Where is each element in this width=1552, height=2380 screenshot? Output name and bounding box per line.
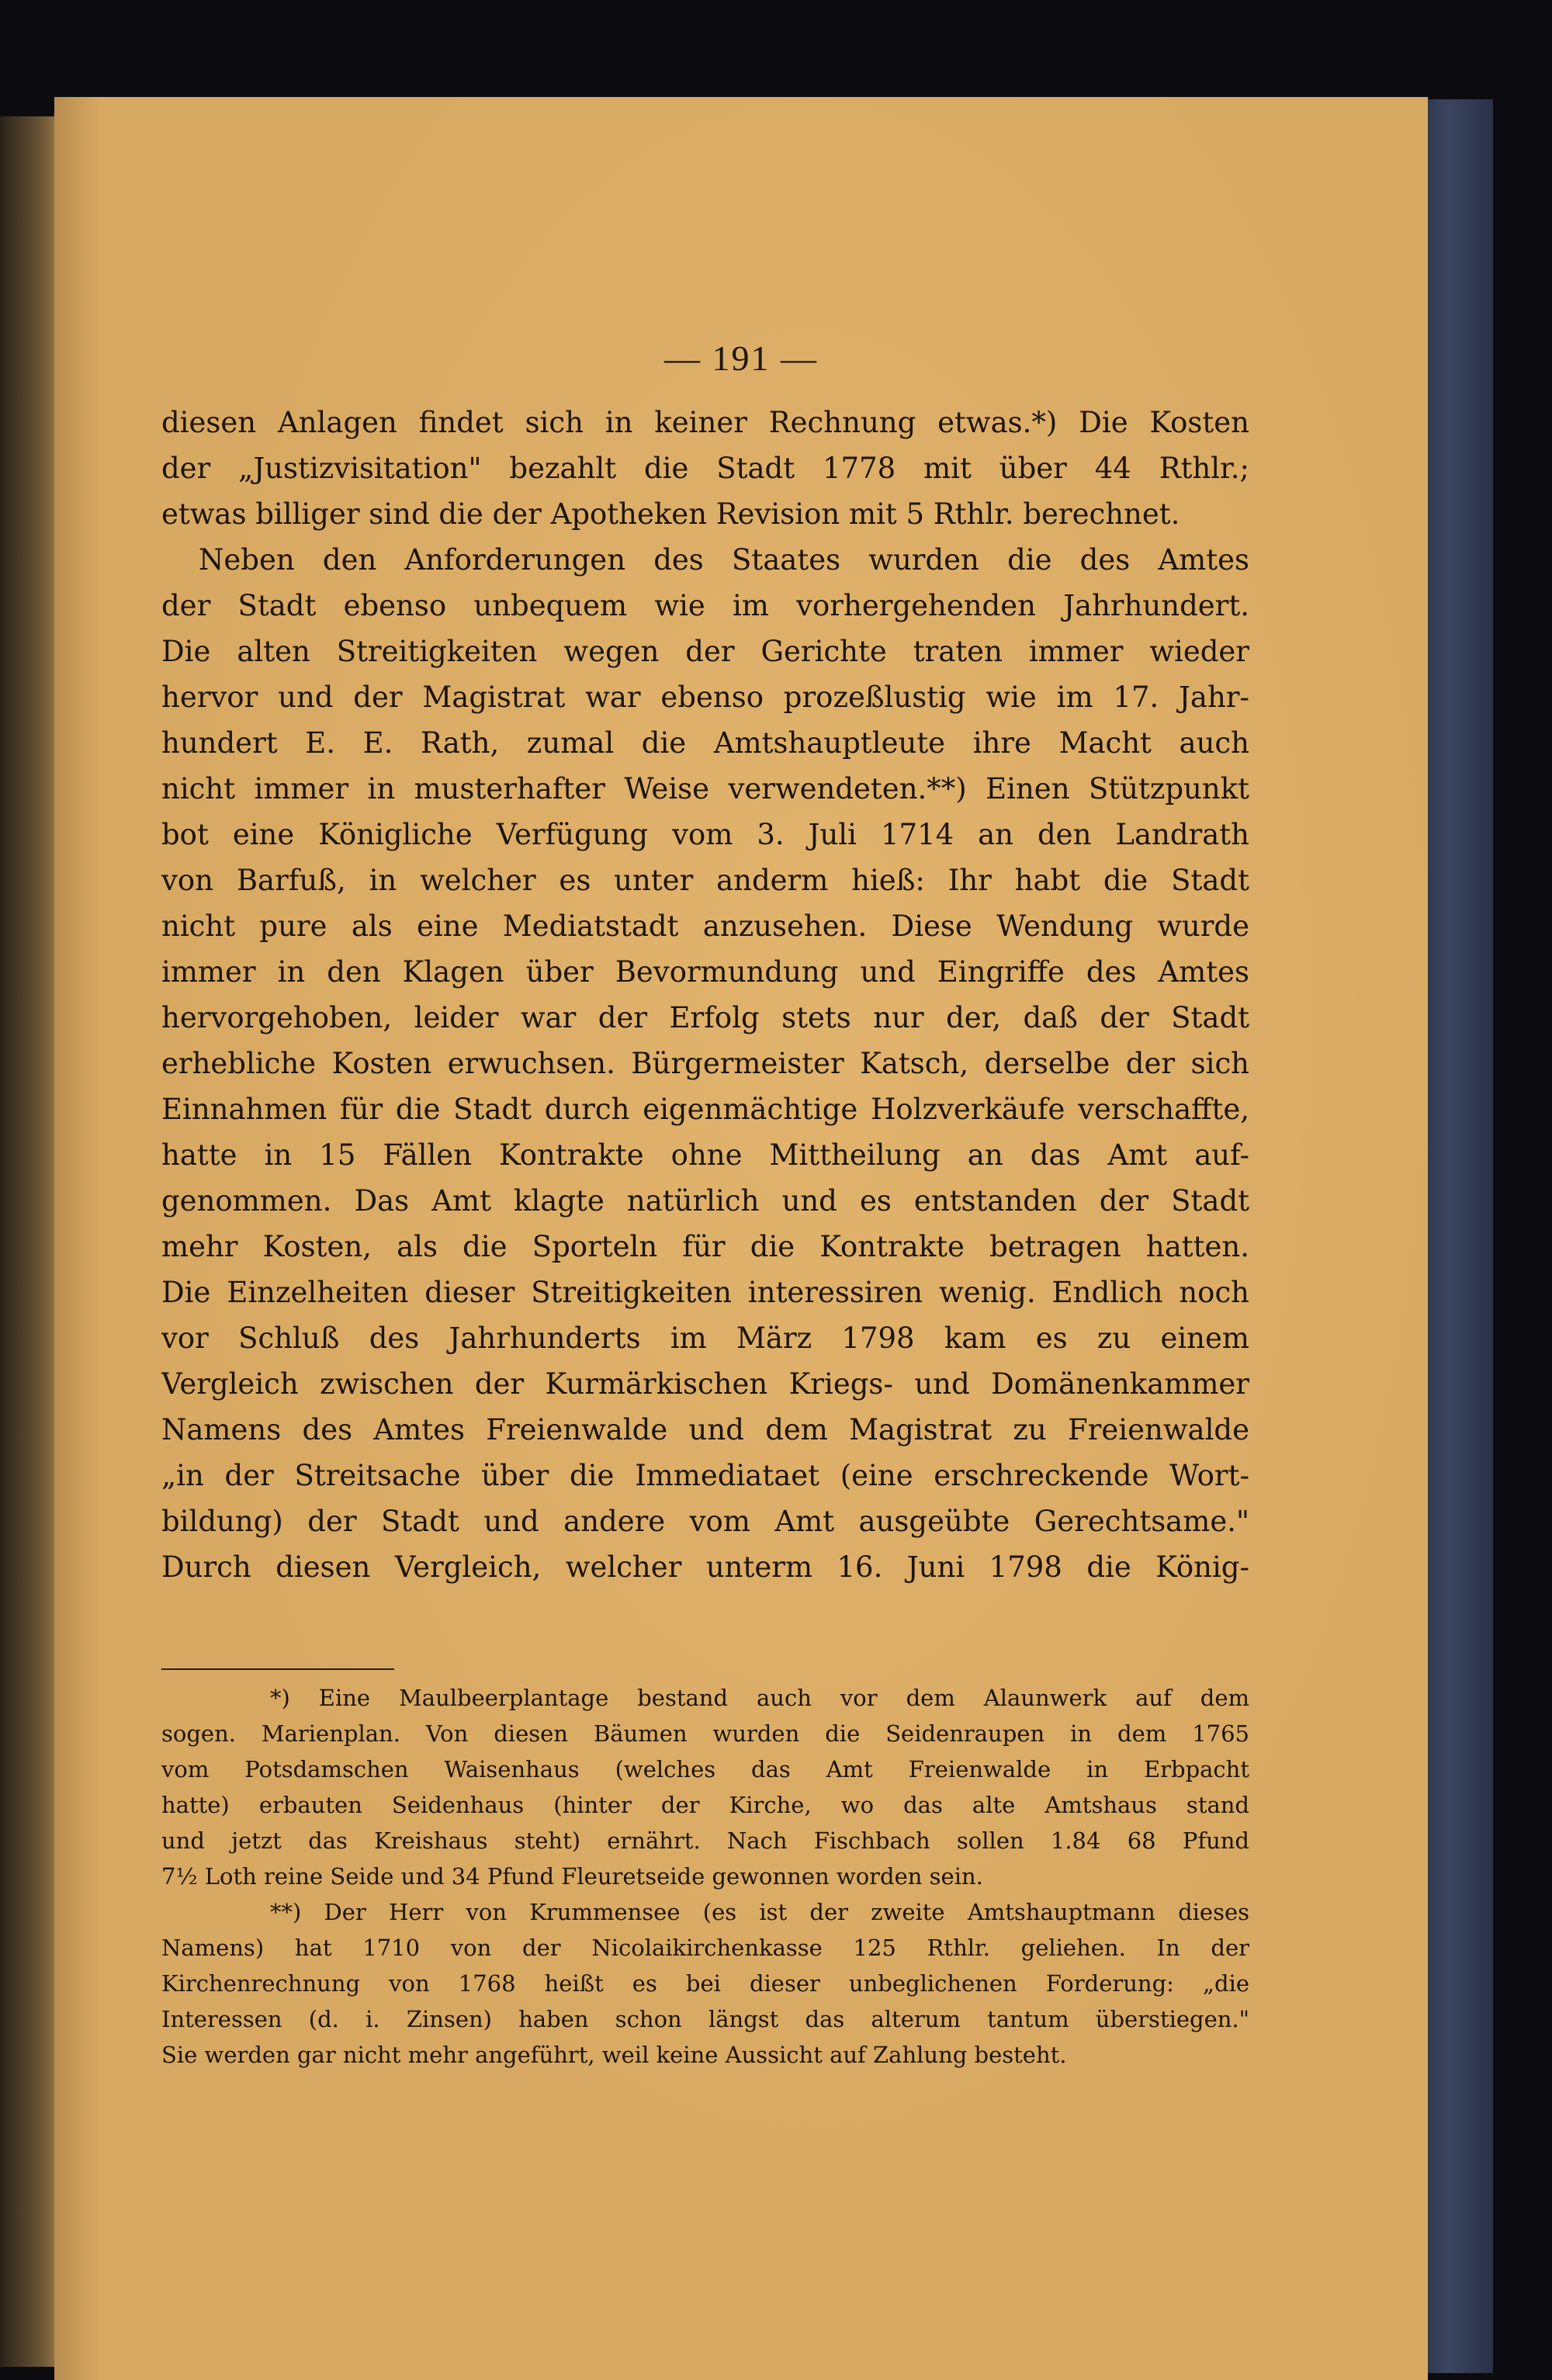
footnote-line: Kirchenrechnung von 1768 heißt es bei dieser unbeglichenen Forderung: „die — [161, 1970, 1249, 1997]
page-number: — 191 — — [664, 338, 818, 378]
body-line: bot eine Königliche Verfügung vom 3. Juli 1714 an den Landrath — [161, 818, 1249, 851]
body-line: Die Einzelheiten dieser Streitigkeiten interessiren wenig. Endlich noch — [161, 1276, 1249, 1309]
footnote-line: 7½ Loth reine Seide und 34 Pfund Fleuretseide gewonnen worden sein. — [161, 1863, 983, 1890]
body-line: Vergleich zwischen der Kurmärkischen Kriegs- und Domänenkammer — [161, 1367, 1249, 1401]
body-line: diesen Anlagen findet sich in keiner Rechnung etwas.*) Die Kosten — [161, 406, 1249, 439]
book-page — [54, 97, 1428, 2380]
body-line: mehr Kosten, als die Sporteln für die Kontrakte betragen hatten. — [161, 1230, 1249, 1263]
body-line: Neben den Anforderungen des Staates wurden die des Amtes — [199, 543, 1249, 577]
footnote-line: und jetzt das Kreishaus steht) ernährt. Nach Fischbach sollen 1.84 68 Pfund — [161, 1827, 1249, 1854]
body-line: Durch diesen Vergleich, welcher unterm 16. Juni 1798 die König- — [161, 1550, 1249, 1584]
body-line: hundert E. E. Rath, zumal die Amtshauptleute ihre Macht auch — [161, 726, 1249, 760]
body-line: hervor und der Magistrat war ebenso prozeßlustig wie im 17. Jahr- — [161, 681, 1249, 714]
footnote-line: sogen. Marienplan. Von diesen Bäumen wurden die Seidenraupen in dem 1765 — [161, 1720, 1249, 1747]
body-line: „in der Streitsache über die Immediataet (eine erschreckende Wort- — [161, 1459, 1249, 1492]
body-line: der Stadt ebenso unbequem wie im vorhergehenden Jahrhundert. — [161, 589, 1249, 622]
body-line: vor Schluß des Jahrhunderts im März 1798 kam es zu einem — [161, 1322, 1249, 1355]
footnote-line: hatte) erbauten Seidenhaus (hinter der Kirche, wo das alte Amtshaus stand — [161, 1792, 1249, 1818]
footnote-line: **) Der Herr von Krummensee (es ist der zweite Amtshauptmann dieses — [270, 1899, 1249, 1925]
footnote-divider — [161, 1668, 394, 1670]
book-cover-edge — [1419, 99, 1493, 2373]
body-line: nicht pure als eine Mediatstadt anzusehen. Diese Wendung wurde — [161, 909, 1249, 943]
body-line: Einnahmen für die Stadt durch eigenmächtige Holzverkäufe verschaffte, — [161, 1093, 1249, 1126]
footnotes — [161, 1680, 1249, 2073]
body-line: von Barfuß, in welcher es unter anderm hieß: Ihr habt die Stadt — [161, 864, 1249, 897]
body-line: immer in den Klagen über Bevormundung und Eingriffe des Amtes — [161, 955, 1249, 989]
body-text — [161, 400, 1249, 1590]
body-line: etwas billiger sind die der Apotheken Revision mit 5 Rthlr. berechnet. — [161, 497, 1180, 531]
footnote-line: *) Eine Maulbeerplantage bestand auch vor dem Alaunwerk auf dem — [270, 1685, 1249, 1711]
footnote-line: Interessen (d. i. Zinsen) haben schon längst das alterum tantum überstiegen." — [161, 2006, 1249, 2032]
footnote-line: vom Potsdamschen Waisenhaus (welches das Amt Freienwalde in Erbpacht — [161, 1756, 1249, 1782]
body-line: hatte in 15 Fällen Kontrakte ohne Mittheilung an das Amt auf- — [161, 1138, 1249, 1172]
body-line: nicht immer in musterhafter Weise verwendeten.**) Einen Stützpunkt — [161, 772, 1249, 805]
body-line: erhebliche Kosten erwuchsen. Bürgermeister Katsch, derselbe der sich — [161, 1047, 1249, 1080]
body-line: bildung) der Stadt und andere vom Amt ausgeübte Gerechtsame." — [161, 1505, 1249, 1538]
footnote-line: Sie werden gar nicht mehr angeführt, weil keine Aussicht auf Zahlung besteht. — [161, 2042, 1067, 2068]
body-line: Die alten Streitigkeiten wegen der Gerichte traten immer wieder — [161, 635, 1249, 668]
body-line: genommen. Das Amt klagte natürlich und es entstanden der Stadt — [161, 1184, 1249, 1218]
body-line: der „Justizvisitation" bezahlt die Stadt 1778 mit über 44 Rthlr.; — [161, 452, 1249, 485]
footnote-line: Namens) hat 1710 von der Nicolaikirchenkasse 125 Rthlr. geliehen. In der — [161, 1935, 1249, 1961]
body-line: hervorgehoben, leider war der Erfolg stets nur der, daß der Stadt — [161, 1001, 1249, 1034]
body-line: Namens des Amtes Freienwalde und dem Magistrat zu Freienwalde — [161, 1413, 1249, 1446]
